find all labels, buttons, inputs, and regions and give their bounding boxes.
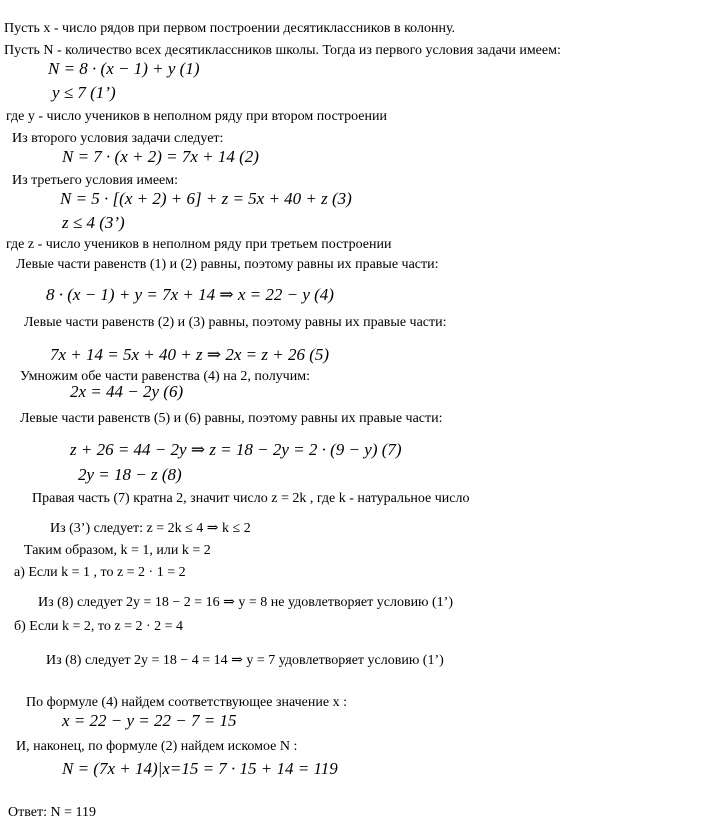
case-a-result: Из (8) следует 2y = 18 − 2 = 16 ⇒ y = 8 не удовлетворяет условию (1’) [38, 595, 454, 610]
inequality-3prime: z ≤ 4 (3’) [62, 213, 125, 232]
text-line-multiple2: Правая часть (7) кратна 2, значит число z = 2k , где k - натуральное число [32, 491, 470, 506]
text-line-y-def: где y - число учеников в неполном ряду при втором построении [6, 109, 387, 124]
text-line-cond2: Из второго условия задачи следует: [12, 131, 224, 146]
text-line-eq12: Левые части равенств (1) и (2) равны, поэтому равны их правые части: [16, 257, 439, 272]
text-line-from3prime: Из (3’) следует: z = 2k ≤ 4 ⇒ k ≤ 2 [50, 521, 251, 536]
text-line-eq56: Левые части равенств (5) и (6) равны, поэтому равны их правые части: [20, 411, 443, 426]
equation-n-value: N = (7x + 14)|x=15 = 7 · 15 + 14 = 119 [62, 759, 338, 778]
equation-1: N = 8 · (x − 1) + y (1) [48, 59, 200, 78]
inequality-1prime: y ≤ 7 (1’) [52, 83, 116, 102]
case-a: а) Если k = 1 , то z = 2 · 1 = 2 [14, 565, 186, 580]
equation-4: 8 · (x − 1) + y = 7x + 14 ⇒ x = 22 − y (4) [46, 285, 334, 304]
text-line-cond3: Из третьего условия имеем: [12, 173, 179, 188]
case-b: б) Если k = 2, то z = 2 · 2 = 4 [14, 619, 184, 634]
equation-2: N = 7 · (x + 2) = 7x + 14 (2) [62, 147, 259, 166]
text-line-formula4: По формуле (4) найдем соответствующее значение x : [26, 695, 347, 710]
text-line-multiply: Умножим обе части равенства (4) на 2, получим: [20, 369, 310, 384]
equation-5: 7x + 14 = 5x + 40 + z ⇒ 2x = z + 26 (5) [50, 345, 330, 364]
case-b-result: Из (8) следует 2y = 18 − 4 = 14 ⇒ y = 7 удовлетворяет условию (1’) [46, 653, 444, 668]
text-line-1: Пусть x - число рядов при первом построении десятиклассников в колонну. [4, 21, 456, 36]
text-line-2: Пусть N - количество всех десятиклассников школы. Тогда из первого условия задачи имеем: [4, 43, 561, 58]
equation-3: N = 5 · [(x + 2) + 6] + z = 5x + 40 + z (3) [60, 189, 352, 208]
text-line-formula2: И, наконец, по формуле (2) найдем искомое N : [16, 739, 298, 754]
equation-x-value: x = 22 − y = 22 − 7 = 15 [62, 711, 237, 730]
text-line-thus: Таким образом, k = 1, или k = 2 [24, 543, 211, 558]
equation-8: 2y = 18 − z (8) [78, 465, 182, 484]
answer-line: Ответ: N = 119 [8, 805, 96, 820]
text-line-z-def: где z - число учеников в неполном ряду при третьем построении [6, 237, 392, 252]
equation-6: 2x = 44 − 2y (6) [70, 382, 184, 401]
equation-7: z + 26 = 44 − 2y ⇒ z = 18 − 2y = 2 · (9 − y) (7) [70, 440, 402, 459]
text-line-eq23: Левые части равенств (2) и (3) равны, поэтому равны их правые части: [24, 315, 447, 330]
